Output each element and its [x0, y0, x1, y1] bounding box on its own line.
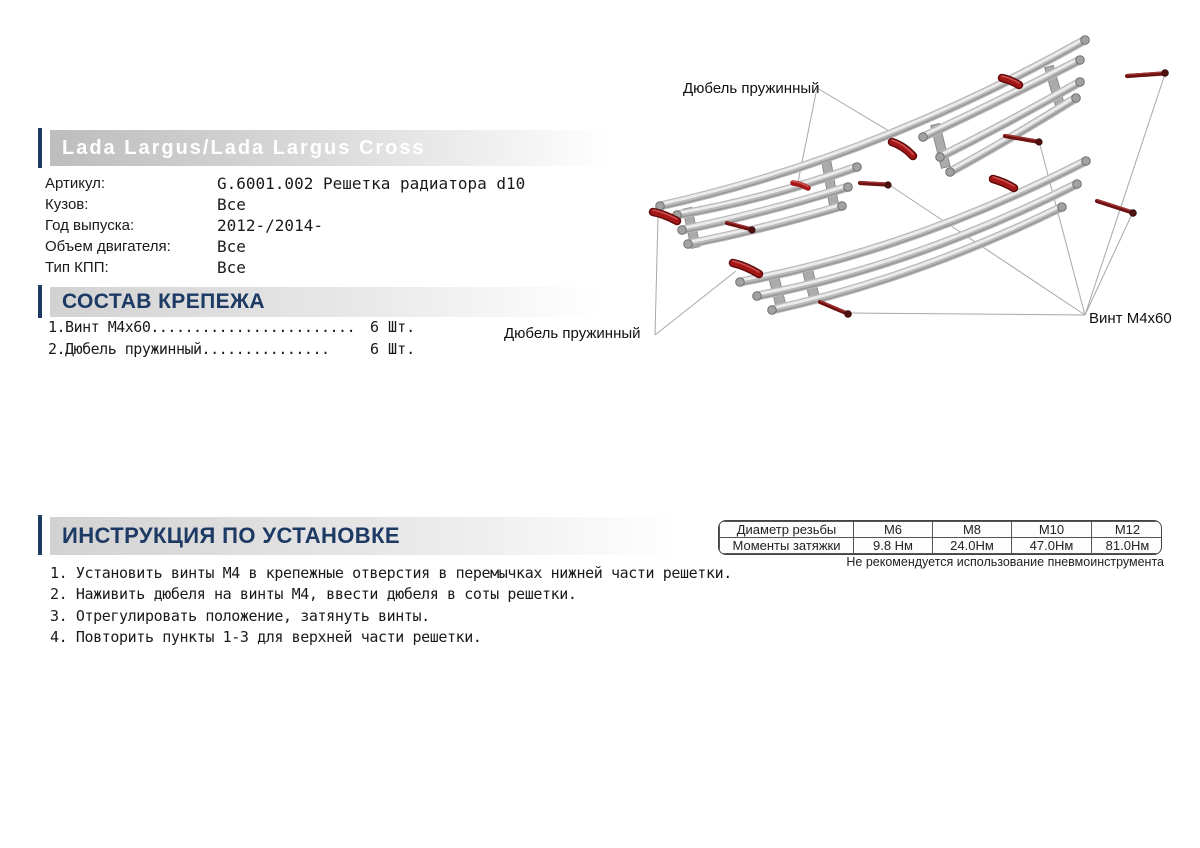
torque-cell: Диаметр резьбы: [720, 522, 854, 538]
diagram-label-screw: Винт M4x60: [1089, 310, 1172, 327]
screw-m4x60: [820, 301, 851, 318]
torque-cell: 81.0Нм: [1092, 538, 1163, 554]
instruction-steps: [50, 564, 732, 650]
fastener-item-screw: [48, 318, 416, 340]
torque-cell: 47.0Нм: [1012, 538, 1092, 554]
grille-tubes: [656, 36, 1091, 315]
spec-value: Все: [217, 258, 246, 277]
fastener-item-label: 1.Винт M4x60........................: [48, 318, 356, 336]
fasteners-heading: СОСТАВ КРЕПЕЖА: [62, 290, 265, 313]
spring-dowel: [653, 210, 677, 221]
torque-cell: 24.0Нм: [933, 538, 1012, 554]
product-title: Lada Largus/Lada Largus Cross: [62, 136, 426, 159]
fastener-item-qty: 6 Шт.: [370, 318, 416, 336]
torque-table-value-row: [720, 538, 1163, 554]
spring-dowel: [733, 261, 759, 274]
install-accent-bar: [38, 515, 42, 555]
torque-note: Не рекомендуется использование пневмоинструмента: [846, 555, 1164, 569]
spec-list: [45, 174, 526, 280]
grille-tube-right-3: [946, 94, 1081, 177]
install-heading: ИНСТРУКЦИЯ ПО УСТАНОВКЕ: [62, 523, 400, 548]
diagram-label-dowel-bottom: Дюбель пружинный: [504, 325, 641, 342]
instruction-step: 3. Отрегулировать положение, затянуть винты.: [50, 606, 430, 625]
screw-m4x60: [860, 182, 891, 188]
spec-value: Все: [217, 237, 246, 256]
torque-table: [718, 520, 1162, 555]
fastener-item-label: 2.Дюбель пружинный...............: [48, 340, 330, 358]
spec-value: Все: [217, 195, 246, 214]
spec-value: G.6001.002 Решетка радиатора d10: [217, 174, 526, 193]
fasteners-heading-band: [50, 287, 628, 317]
spec-value: 2012-/2014-: [217, 216, 323, 235]
install-heading-band: [50, 517, 710, 555]
torque-cell: M8: [933, 522, 1012, 538]
fastener-list: [48, 318, 416, 362]
grille-exploded-diagram: [630, 10, 1200, 360]
screw-m4x60: [1127, 70, 1168, 77]
spec-label: Кузов:: [45, 196, 89, 213]
spec-row-article: [45, 174, 526, 196]
screw-m4x60: [1097, 200, 1136, 217]
torque-cell: M6: [854, 522, 933, 538]
spec-label: Год выпуска:: [45, 217, 135, 234]
torque-table-header-row: [720, 522, 1163, 538]
instruction-step: 4. Повторить пункты 1-3 для верхней части решетки.: [50, 628, 482, 647]
spring-dowel: [993, 177, 1014, 188]
instruction-step: 1. Установить винты M4 в крепежные отверстия в перемычках нижней части решетки.: [50, 564, 732, 582]
grille-tube-bottom-3: [768, 203, 1067, 315]
spring-dowel: [892, 140, 913, 156]
spec-row-year: [45, 216, 323, 238]
product-title-band: [50, 130, 640, 166]
torque-cell: M12: [1092, 522, 1163, 538]
spec-label: Тип КПП:: [45, 259, 109, 276]
spec-label: Объем двигателя:: [45, 238, 171, 255]
spec-row-body: [45, 195, 246, 217]
torque-cell: Моменты затяжки: [720, 538, 854, 554]
instruction-step: 2. Наживить дюбеля на винты M4, ввести дюбеля в соты решетки.: [50, 585, 577, 604]
torque-cell: 9.8 Нм: [854, 538, 933, 554]
fasteners-accent-bar: [38, 285, 42, 318]
spec-label: Артикул:: [45, 175, 106, 192]
torque-cell: M10: [1012, 522, 1092, 538]
spec-row-engine: [45, 237, 246, 259]
spec-row-gearbox: [45, 258, 246, 280]
fastener-item-dowel: [48, 340, 416, 362]
diagram-label-dowel-top: Дюбель пружинный: [683, 80, 820, 97]
title-accent-bar: [38, 128, 42, 168]
fastener-item-qty: 6 Шт.: [370, 340, 416, 358]
